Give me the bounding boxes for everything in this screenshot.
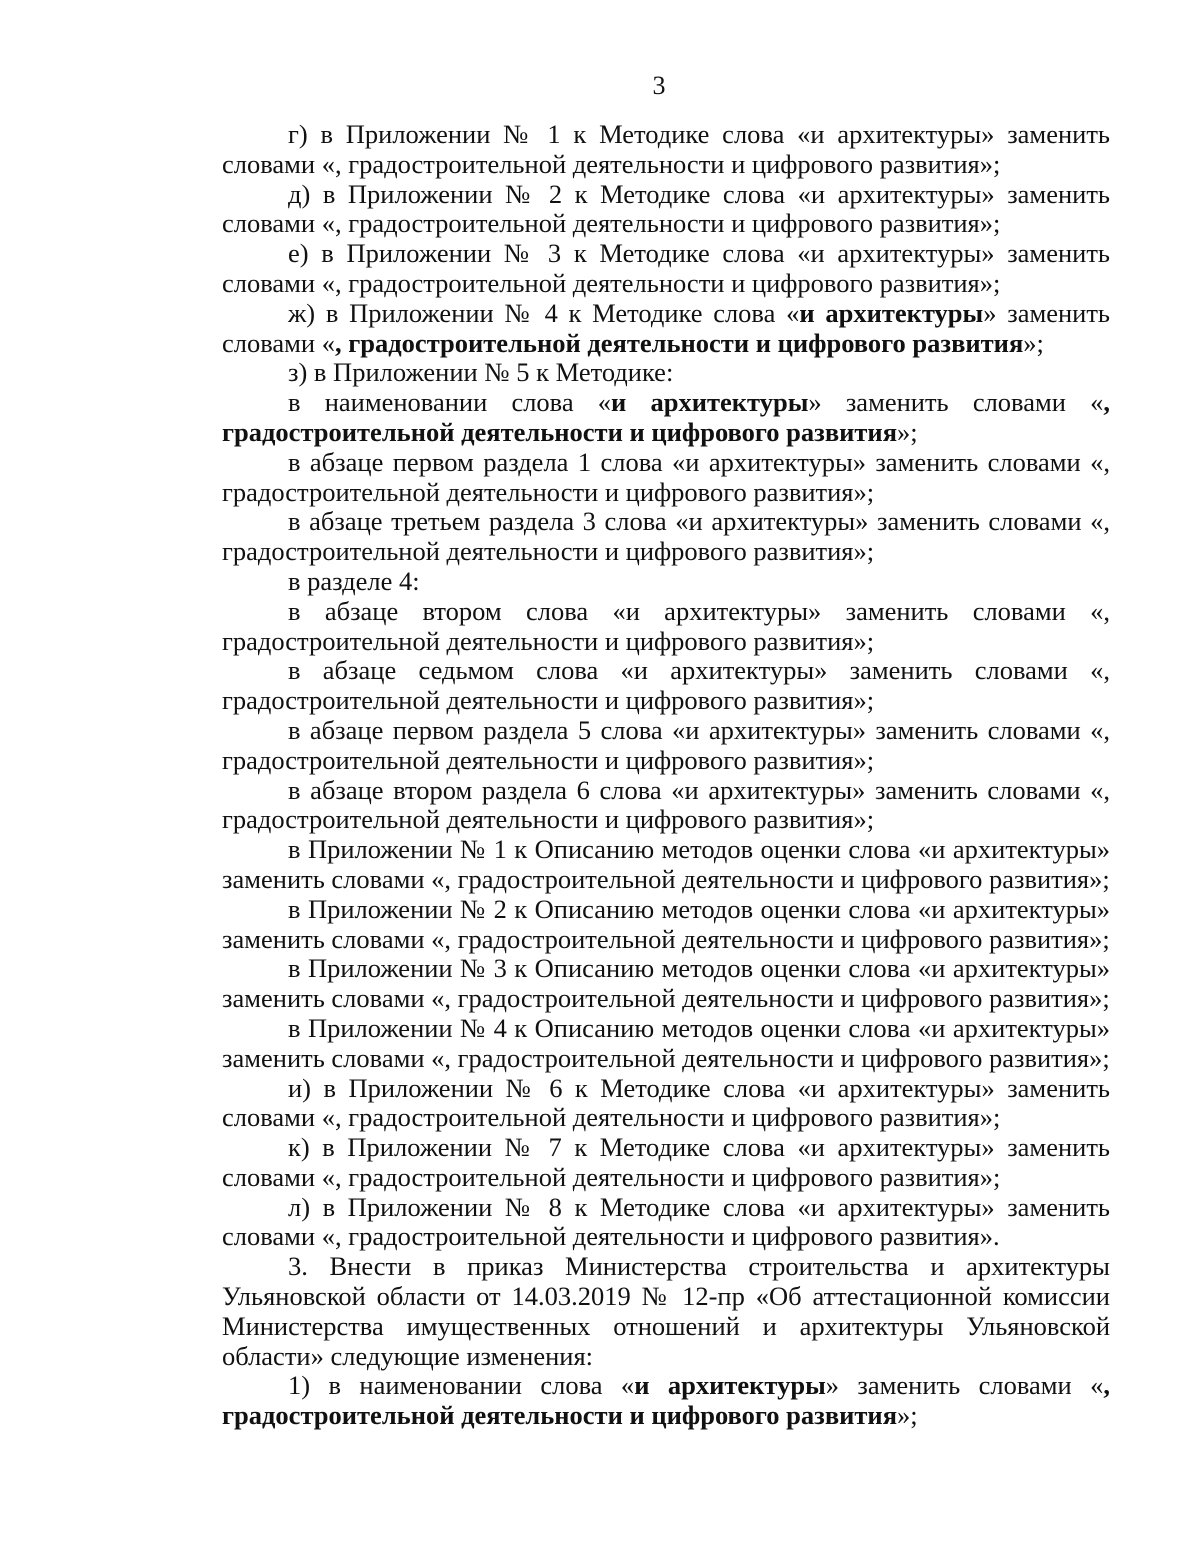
paragraph-text: в разделе 4: bbox=[288, 565, 420, 596]
paragraph-text: д) в Приложении № 2 к Методике слова «и архитектуры» заменить словами «, градостроительной деятельности и цифрового развития»; bbox=[222, 178, 1110, 239]
paragraph-zh bbox=[222, 299, 1110, 359]
paragraph-text: к) в Приложении № 7 к Методике слова «и архитектуры» заменить словами «, градостроительной деятельности и цифрового развития»; bbox=[222, 1132, 1110, 1192]
paragraph-z bbox=[222, 358, 1110, 388]
paragraph-text: » заменить словами « bbox=[825, 1370, 1104, 1401]
paragraph-d bbox=[222, 180, 1110, 240]
paragraph-text: е) в Приложении № 3 к Методике слова «и архитектуры» заменить словами «, градостроительной деятельности и цифрового развития»; bbox=[222, 238, 1110, 298]
bold-text: и архитектуры bbox=[611, 387, 809, 418]
paragraph-text: ж) в Приложении № 4 к Методике слова « bbox=[288, 297, 800, 328]
paragraph-text: »; bbox=[897, 1400, 918, 1431]
paragraph-text: » заменить словами « bbox=[222, 297, 1111, 358]
paragraph-text: »; bbox=[897, 416, 918, 447]
paragraph-section-4-second bbox=[222, 597, 1110, 657]
bold-text: и архитектуры bbox=[799, 297, 984, 328]
paragraph-text: 1) в наименовании слова « bbox=[288, 1370, 635, 1401]
paragraph-k bbox=[222, 1133, 1110, 1193]
paragraph-appendix-4 bbox=[222, 1014, 1110, 1074]
paragraph-text: » заменить словами « bbox=[808, 387, 1104, 418]
paragraph-z-title bbox=[222, 388, 1110, 448]
document-body bbox=[222, 120, 1110, 1431]
paragraph-text: в абзаце втором раздела 6 слова «и архитектуры» заменить словами «, градостроительной деятельности и цифрового развития»; bbox=[222, 774, 1110, 835]
paragraph-text: в абзаце третьем раздела 3 слова «и архитектуры» заменить словами «, градостроительной деятельности и цифрового развития»; bbox=[222, 506, 1110, 567]
paragraph-text: г) в Приложении № 1 к Методике слова «и архитектуры» заменить словами «, градостроительной деятельности и цифрового развития»; bbox=[222, 119, 1110, 179]
paragraph-3-1 bbox=[222, 1371, 1110, 1431]
paragraph-text: в абзаце первом раздела 5 слова «и архитектуры» заменить словами «, градостроительной деятельности и цифрового развития»; bbox=[222, 714, 1110, 775]
bold-text: и архитектуры bbox=[634, 1370, 826, 1401]
paragraph-appendix-2 bbox=[222, 895, 1110, 955]
paragraph-section-4 bbox=[222, 567, 1110, 597]
paragraph-text: з) в Приложении № 5 к Методике: bbox=[288, 357, 674, 388]
paragraph-section-3 bbox=[222, 507, 1110, 567]
paragraph-i bbox=[222, 1074, 1110, 1134]
bold-text: , градостроительной деятельности и цифрового развития bbox=[222, 1370, 1111, 1431]
paragraph-text: 3. Внести в приказ Министерства строительства и архитектуры Ульяновской области от 14.03.2019 № 12-пр «Об аттестационной комиссии Министерства имущественных отношений и архитектуры Ульяновской области» следующие изменения: bbox=[222, 1251, 1110, 1371]
paragraph-text: в Приложении № 4 к Описанию методов оценки слова «и архитектуры» заменить словами «, градостроительной деятельности и цифрового развития»; bbox=[222, 1012, 1110, 1073]
paragraph-e bbox=[222, 239, 1110, 299]
paragraph-3 bbox=[222, 1252, 1110, 1371]
page-number: 3 bbox=[652, 71, 666, 100]
bold-text: , градостроительной деятельности и цифрового развития bbox=[335, 327, 1024, 358]
paragraph-text: в Приложении № 3 к Описанию методов оценки слова «и архитектуры» заменить словами «, градостроительной деятельности и цифрового развития»; bbox=[222, 953, 1110, 1014]
paragraph-text: л) в Приложении № 8 к Методике слова «и архитектуры» заменить словами «, градостроительной деятельности и цифрового развития». bbox=[222, 1191, 1110, 1252]
paragraph-g bbox=[222, 120, 1110, 180]
paragraph-text: в абзаце втором слова «и архитектуры» заменить словами «, градостроительной деятельности и цифрового развития»; bbox=[222, 595, 1110, 656]
paragraph-text: и) в Приложении № 6 к Методике слова «и архитектуры» заменить словами «, градостроительной деятельности и цифрового развития»; bbox=[222, 1072, 1110, 1133]
bold-text: , градостроительной деятельности и цифрового развития bbox=[222, 387, 1110, 447]
paragraph-appendix-3 bbox=[222, 954, 1110, 1014]
paragraph-text: в абзаце седьмом слова «и архитектуры» заменить словами «, градостроительной деятельности и цифрового развития»; bbox=[222, 655, 1110, 716]
paragraph-text: в наименовании слова « bbox=[288, 387, 612, 418]
paragraph-text: в Приложении № 2 к Описанию методов оценки слова «и архитектуры» заменить словами «, градостроительной деятельности и цифрового развития»; bbox=[222, 893, 1110, 954]
paragraph-section-5 bbox=[222, 716, 1110, 776]
paragraph-text: »; bbox=[1023, 327, 1044, 358]
paragraph-l bbox=[222, 1193, 1110, 1253]
paragraph-text: в Приложении № 1 к Описанию методов оценки слова «и архитектуры» заменить словами «, градостроительной деятельности и цифрового развития»; bbox=[222, 834, 1110, 894]
paragraph-text: в абзаце первом раздела 1 слова «и архитектуры» заменить словами «, градостроительной деятельности и цифрового развития»; bbox=[222, 446, 1110, 507]
paragraph-section-6 bbox=[222, 776, 1110, 836]
paragraph-section-1 bbox=[222, 448, 1110, 508]
paragraph-section-4-seventh bbox=[222, 656, 1110, 716]
paragraph-appendix-1 bbox=[222, 835, 1110, 895]
